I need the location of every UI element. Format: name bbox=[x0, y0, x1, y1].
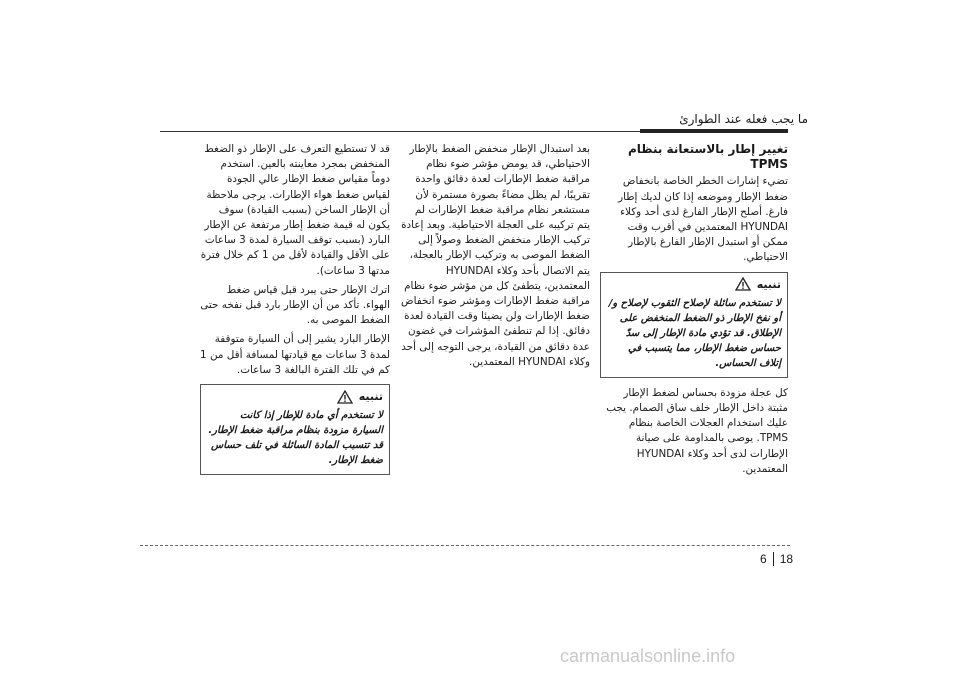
watermark: carmanualsonline.info bbox=[560, 646, 736, 666]
header-rule-accent bbox=[640, 129, 788, 133]
warning-triangle-icon bbox=[337, 390, 353, 404]
paragraph: كل عجلة مزودة بحساس لضغط الإطار مثبتة داخل الإطار خلف ساق الصمام. يجب عليك استخدام العجلات الخاصة بنظام TPMS. يوصى بالمداومة على صيانة الإطارات لدى أحد وكلاء HYUNDAI المعتمدين. bbox=[606, 386, 788, 475]
notice-header bbox=[607, 277, 781, 292]
page-number-block bbox=[760, 550, 793, 568]
notice-body: لا تستخدم سائلة لإصلاح الثقوب لإصلاح و/أو نفخ الإطار ذو الضغط المنخفض على الإطلاق. قد تؤدي مادة الإطار إلى سدّ حساس ضغط الإطار، مما يتسبب في إتلاف الحساس. bbox=[608, 297, 781, 369]
notice-box bbox=[200, 384, 390, 475]
page-number-separator bbox=[773, 552, 774, 566]
column-1 bbox=[600, 142, 788, 481]
notice-header bbox=[207, 389, 383, 404]
paragraph: الإطار البارد يشير إلى أن السيارة متوقفة لمدة 3 ساعات مع قيادتها لمسافة أقل من 1 كم في تلك الفترة البالغة 3 ساعات. bbox=[200, 333, 390, 376]
paragraph: اترك الإطار حتى يبرد قبل قياس ضغط الهواء. تأكد من أن الإطار بارد قبل نفخه حتى الضغط الموصى به. bbox=[200, 283, 390, 327]
notice-label: تنبيه bbox=[358, 390, 383, 404]
page-header-title: ما يجب فعله عند الطوارئ bbox=[679, 112, 808, 126]
footer-rule bbox=[140, 545, 790, 546]
section-title: تغيير إطار بالاستعانة بنظام TPMS bbox=[627, 142, 788, 172]
page-number: 18 bbox=[779, 552, 794, 566]
chapter-number: 6 bbox=[760, 552, 767, 566]
notice-body: لا تستخدم أي مادة للإطار إذا كانت السيارة مزودة بنظام مراقبة ضغط الإطار. قد تتسبب المادة السائلة في تلف حساس ضغط الإطار. bbox=[208, 410, 383, 467]
column-3 bbox=[200, 142, 390, 483]
notice-box bbox=[600, 272, 788, 378]
paragraph: تضيء إشارات الخطر الخاصة بانخفاض ضغط الإطار وموضعه إذا كان لديك إطار فارغ. أصلح الإطار الفارغ لدى أحد وكلاء HYUNDAI المعتمدين في أقرب وقت ممكن أو استبدل الإطار الفارغ بالإطار الاحتياطي. bbox=[618, 175, 788, 264]
paragraph: قد لا تستطيع التعرف على الإطار ذو الضغط المنخفض بمجرد معاينته بالعين. استخدم دوماً مقياس ضغط الإطار عالي الجودة لقياس ضغط هواء الإطارات. يرجى ملاحظة أن الإطار الساخن (بسبب القيادة) سوف يكون له قيمة ضغط إطار مرتفعة عن الإطار البارد (بسبب توقف السيارة لمدة 3 ساعات على الأقل والقيادة لأقل من 1 كم خلال فترة مدتها 3 ساعات). bbox=[200, 143, 390, 277]
notice-label: تنبيه bbox=[756, 277, 781, 291]
warning-triangle-icon bbox=[735, 277, 751, 291]
paragraph: بعد استبدال الإطار منخفض الضغط بالإطار الاحتياطي، قد يومض مؤشر ضوء نظام مراقبة ضغط الإطارات لعدة دقائق واحدة تقريبًا، لم يظل مضاءً بصورة مستمرة لأن مستشعر نظام مراقبة ضغط الإطارات لم يتم تركيبه على العجلة الاحتياطية. وبعد إعادة تركيب الإطار منخفض الضغط وصولاً إلى الضغط الموصى به وتركيب الإطار بالعجلة، يتم الاتصال بأحد وكلاء HYUNDAI المعتمدين، يتطفئ كل من مؤشر ضوء نظام مراقبة ضغط الإطارات ومؤشر ضوء انخفاض ضغط الإطارات ولن يضيئا وقت القيادة لعدة دقائق. إذا لم تنطفئ المؤشرات في غضون عدة دقائق من القيادة، يرجى التوجه إلى أحد وكلاء HYUNDAI المعتمدين. bbox=[401, 143, 590, 368]
column-2 bbox=[400, 142, 590, 374]
